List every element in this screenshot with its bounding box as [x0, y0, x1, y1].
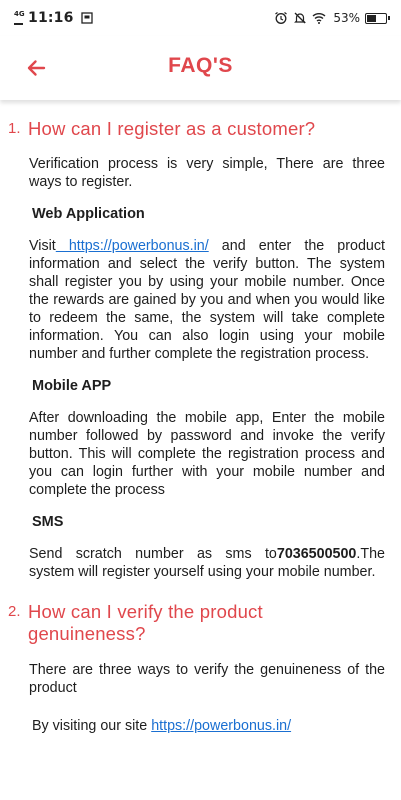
sms-text-before: Send scratch number as sms to [29, 546, 277, 562]
network-indicator [14, 11, 24, 25]
page-title: FAQ'S [168, 54, 233, 77]
alarm-icon [274, 11, 288, 25]
wifi-icon [312, 11, 326, 25]
section-body-sms [0, 545, 401, 581]
screenshot-icon [80, 11, 94, 25]
section-body-mobile: After downloading the mobile app, Enter the mobile number followed by password and invoke the verify button. This will complete the registration process and you can login further with your mobile number and complete the process [29, 410, 385, 498]
faq-question: How can I verify the product genuineness? [27, 601, 263, 644]
faq-question: How can I register as a customer? [28, 118, 316, 139]
section-body-web [0, 237, 401, 363]
battery-icon [365, 13, 387, 24]
faq-question-number: 2. [8, 603, 21, 620]
faq-question-row [0, 601, 401, 645]
sms-number: 7036500500 [276, 546, 357, 562]
section-heading-sms: SMS [32, 514, 64, 530]
visit-site-text: By visiting our site [32, 718, 152, 734]
battery-level-fill [367, 15, 376, 22]
faq-answer-intro: There are three ways to verify the genuineness of the product [29, 662, 385, 696]
faq-answer-intro: Verification process is very simple, There are three ways to register. [29, 156, 385, 190]
visit-text: Visit [29, 238, 56, 254]
clock: 11:16 [28, 10, 74, 26]
website-link[interactable]: https://powerbonus.in/ [151, 718, 292, 734]
faq-content[interactable] [0, 100, 401, 800]
faq-question-number: 1. [8, 120, 21, 137]
faq-question-row [0, 118, 401, 140]
app-header [0, 36, 401, 100]
section-heading-mobile: Mobile APP [32, 378, 112, 394]
website-link[interactable]: https://powerbonus.in/ [55, 238, 209, 254]
sms-text-after: .The system will register yourself using your mobile number. [29, 546, 385, 580]
battery-percentage: 53% [333, 11, 360, 25]
faq-item-1 [0, 118, 401, 581]
faq-item-2 [0, 601, 401, 735]
status-bar [0, 0, 401, 36]
section-heading-web: Web Application [32, 206, 145, 222]
notifications-off-icon [293, 11, 307, 25]
visit-site-line [0, 717, 401, 735]
network-label: 4G [14, 10, 25, 18]
web-body-text: and enter the product information and select the verify button. The system shall register you by using your mobile number. Once the rewards are gained by you and when you would like to redeem the same, the system will take complete information. You can also login using your mobile number and further complete the registration process. [29, 238, 385, 362]
